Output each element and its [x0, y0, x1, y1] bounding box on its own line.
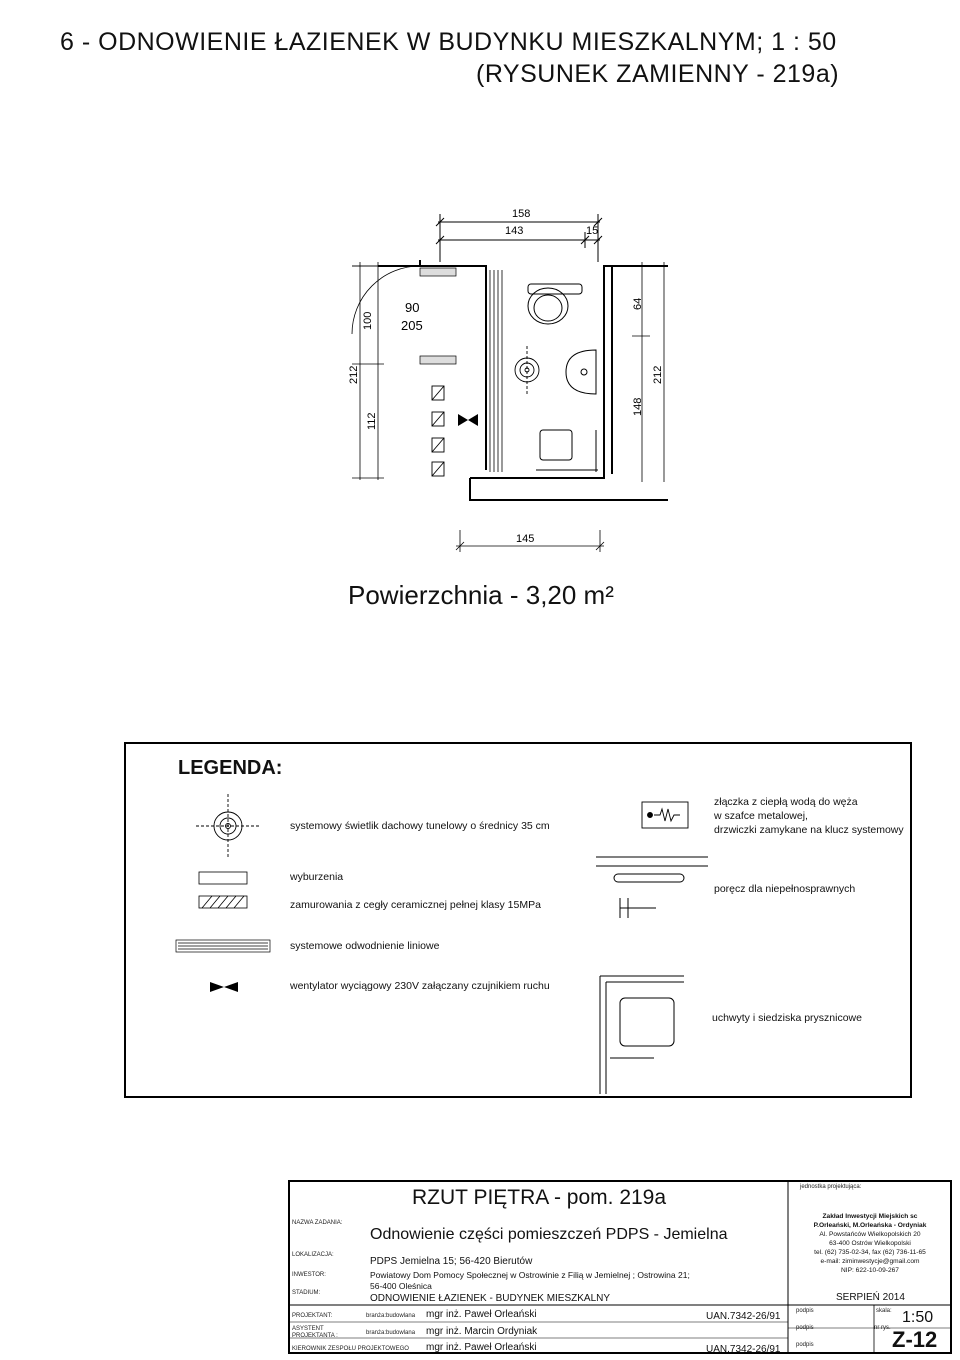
legend-drain-icon [176, 940, 270, 952]
legend-hot-water-icon [642, 802, 688, 828]
scale-value: 1:50 [902, 1309, 934, 1326]
skylight-icon [515, 346, 539, 394]
legend-hot-water-line3: drzwiczki zamykane na klucz systemowy [714, 824, 904, 836]
designer-name: mgr inż. Paweł Orleański [426, 1309, 537, 1320]
ventilation-ducts [432, 386, 444, 476]
legend-bricking-icon [199, 896, 247, 908]
company-city: 63-400 Ostrów Wielkopolski [829, 1240, 911, 1247]
toilet-icon [528, 284, 582, 324]
dim-left-door: 100 [362, 311, 374, 330]
legend-shower-seat-text: uchwyty i siedziska prysznicowe [712, 1012, 862, 1024]
sheet-no: Z-12 [892, 1327, 938, 1352]
washbasin-icon [566, 350, 596, 394]
dim-top-b: 15 [586, 225, 599, 237]
company-email: e-mail: ziminwestycje@gmail.com [820, 1258, 920, 1265]
drawing-subtitle: (RYSUNEK ZAMIENNY - 219a) [476, 60, 840, 88]
linear-drain [490, 270, 502, 472]
dim-right-lower: 148 [632, 397, 644, 416]
legend-title: LEGENDA: [178, 757, 283, 779]
company-street: Al. Powstańców Wielkopolskich 20 [819, 1231, 921, 1238]
task-value: Odnowienie części pomieszczeń PDPS - Jemielna [370, 1226, 728, 1243]
legend-hot-water-line1: złączka z ciepłą wodą do węża [714, 796, 858, 808]
legend-demolition-text: wyburzenia [290, 871, 344, 883]
legend-bricking-text: zamurowania z cegły ceramicznej pełnej klasy 15MPa [290, 899, 541, 911]
manager-name: mgr inż. Paweł Orleański [426, 1342, 537, 1353]
sheet-no-label: nr rys. [874, 1325, 891, 1331]
legend-skylight-icon [196, 794, 260, 858]
legend-skylight-text: systemowy świetlik dachowy tunelowy o średnicy 35 cm [290, 820, 550, 832]
unit-label: jednostka projektująca: [800, 1184, 862, 1190]
legend-shower-seat-icon [600, 976, 684, 1094]
investor-line2: 56-400 Oleśnica [370, 1281, 432, 1291]
dim-top-a: 143 [505, 225, 524, 237]
location-label: LOKALIZACJA: [292, 1252, 334, 1258]
dim-left-total: 212 [348, 365, 360, 384]
sign-label-3: podpis [796, 1342, 814, 1348]
door-width: 90 [405, 300, 420, 315]
door-height: 205 [401, 318, 423, 333]
fan-icon [458, 414, 478, 426]
dim-right-total: 212 [652, 365, 664, 384]
walls [378, 260, 668, 500]
location-value: PDPS Jemielna 15; 56-420 Bierutów [370, 1256, 533, 1267]
legend-drain-text: systemowe odwodnienie liniowe [290, 940, 440, 952]
assistant-name: mgr inż. Marcin Ordyniak [426, 1326, 538, 1337]
branch-label-2: branża: [366, 1330, 387, 1336]
date: SERPIEŃ 2014 [836, 1292, 905, 1303]
license-1: UAN.7342-26/91 [706, 1311, 781, 1322]
shower-seat-icon [536, 430, 598, 472]
drawing-title: 6 - ODNOWIENIE ŁAZIENEK W BUDYNKU MIESZKALNYM; 1 : 50 [60, 28, 837, 56]
sign-label-2: podpis [796, 1325, 814, 1331]
investor-line1: Powiatowy Dom Pomocy Społecznej w Ostrowinie z Filią w Jemielnej ; Ostrowina 21; [370, 1270, 690, 1280]
legend-fan-text: wentylator wyciągowy 230V załączany czujnikiem ruchu [290, 980, 550, 992]
stage-label: STADIUM: [292, 1290, 321, 1296]
assistant-label-2: PROJEKTANTA : [292, 1333, 338, 1339]
sheet-title: RZUT PIĘTRA - pom. 219a [412, 1186, 667, 1209]
top-dimension [436, 214, 602, 262]
dim-bottom: 145 [516, 533, 535, 545]
legend-handrail-icon [596, 857, 708, 918]
dim-right-upper: 64 [632, 297, 644, 310]
branch-label-1: branża: [366, 1313, 387, 1319]
legend-fan-icon [210, 982, 238, 992]
assistant-label-1: ASYSTENT [292, 1326, 324, 1332]
sign-label-1: podpis [796, 1308, 814, 1314]
company-nip: NIP: 622-10-09-267 [841, 1267, 899, 1274]
company-tel: tel. (62) 735-02-34, fax (62) 736-11-65 [814, 1249, 926, 1256]
company-people: P.Orleański, M.Orleańska - Ordyniak [813, 1222, 927, 1229]
company-name: Zakład Inwestycji Miejskich sc [822, 1213, 918, 1220]
legend-hot-water-line2: w szafce metalowej, [714, 810, 808, 822]
dim-left-lower: 112 [366, 412, 378, 430]
task-label: NAZWA ZADANIA: [292, 1220, 343, 1226]
floor-plan [0, 0, 960, 560]
branch-value-2: budowlana [386, 1330, 416, 1336]
branch-value-1: budowlana [386, 1313, 416, 1319]
investor-label: INWESTOR: [292, 1272, 326, 1278]
license-2: UAN.7342-26/91 [706, 1344, 781, 1355]
bricked-wall [420, 268, 456, 364]
area-label: Powierzchnia - 3,20 m² [348, 580, 614, 610]
stage-value: ODNOWIENIE ŁAZIENEK - BUDYNEK MIESZKALNY [370, 1293, 611, 1304]
legend-demolition-icon [199, 872, 247, 884]
legend-handrail-text: poręcz dla niepełnosprawnych [714, 883, 856, 895]
manager-label: KIEROWNIK ZESPOŁU PROJEKTOWEGO [292, 1346, 409, 1352]
scale-label: skala: [876, 1308, 892, 1314]
dim-top-total: 158 [512, 208, 531, 220]
designer-label: PROJEKTANT: [292, 1313, 333, 1319]
